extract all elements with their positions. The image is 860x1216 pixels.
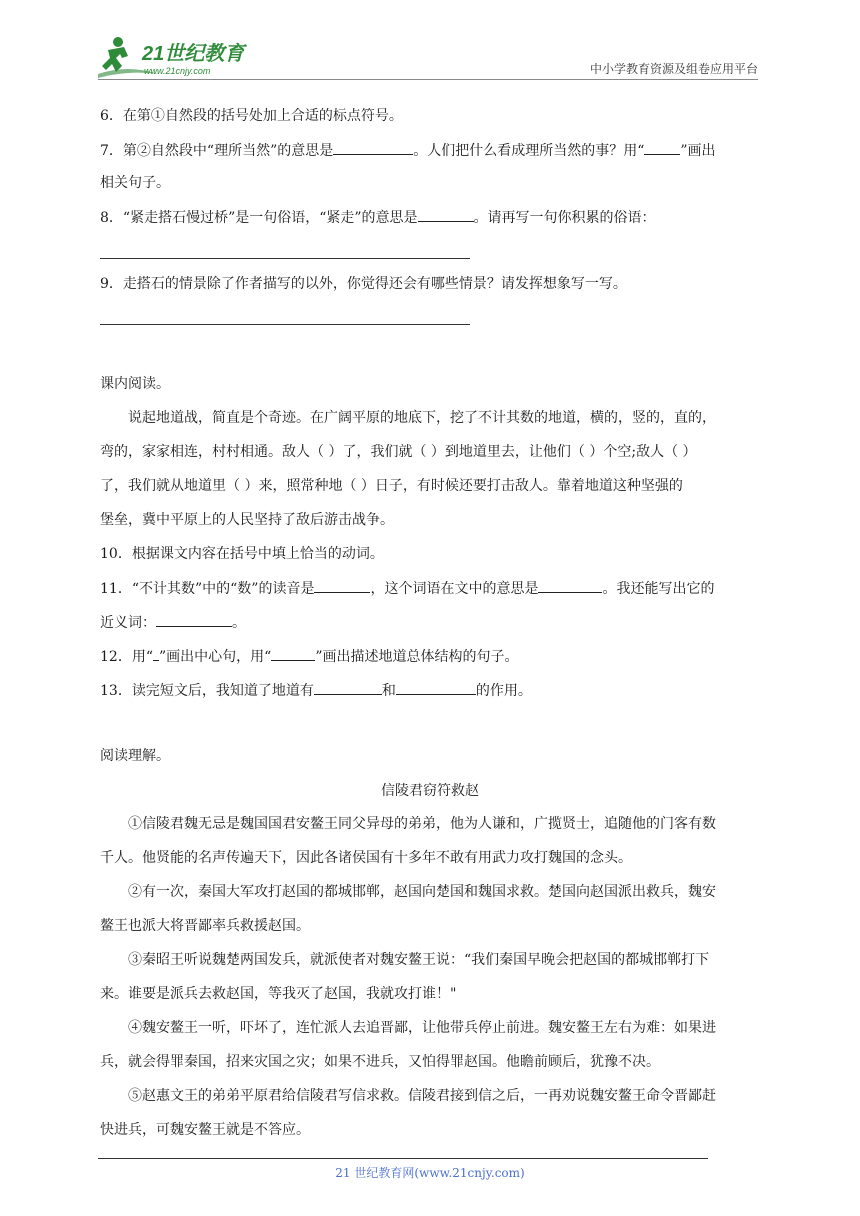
passage-line: ④魏安鳌王一听，吓坏了，连忙派人去追晋鄙，让他带兵停止前进。魏安鳌王左右为难：如果进: [128, 1020, 716, 1036]
passage-line: 千人。他贤能的名声传遍天下，因此各诸侯国有十多年不敢有用武力攻打魏国的念头。: [100, 850, 632, 866]
passage-line: 堡垒，冀中平原上的人民坚持了敌后游击战争。: [100, 512, 394, 528]
logo-21cnjy: [98, 34, 258, 78]
passage-line: ②有一次，秦国大军攻打赵国的都城邯郸，赵国向楚国和魏国求救。楚国向赵国派出救兵，魏安: [128, 884, 716, 900]
answer-blank: [644, 140, 680, 155]
answer-blank: [418, 207, 474, 222]
passage-line: 快进兵，可魏安鳌王就是不答应。: [100, 1122, 310, 1138]
question-7: 7．第②自然段中“理所当然”的意思是 。人们把什么看成理所当然的事？用“ ”画出: [100, 140, 716, 161]
passage-line: 兵，就会得罪秦国，招来灾国之灾；如果不进兵，又怕得罪赵国。他瞻前顾后，犹豫不决。: [100, 1054, 660, 1070]
answer-line: [100, 258, 470, 259]
passage-line: 鳌王也派大将晋鄙率兵救援赵国。: [100, 918, 310, 934]
footer-text[interactable]: 21 世纪教育网(www.21cnjy.com): [335, 1166, 525, 1180]
question-13: 13．读完短文后，我知道了地道有 和 的作用。: [100, 680, 532, 701]
answer-blank: [156, 612, 232, 627]
passage-line: 来。谁要是派兵去救赵国，等我灭了赵国，我就攻打谁！": [100, 986, 457, 1002]
passage-line: ③秦昭王听说魏楚两国发兵，就派使者对魏安鳌王说：“我们秦国早晚会把赵国的都城邯郸打下: [128, 952, 710, 968]
passage-line: 弯的，家家相连，村村相通。敌人（ ）了，我们就（ ）到地道里去，让他们（ ）个空;敌人（ ）: [100, 444, 697, 460]
answer-blank: [396, 680, 476, 695]
section-heading-reading: 课内阅读。: [100, 376, 170, 392]
answer-blank: [314, 680, 382, 695]
passage-title: 信陵君窃符救赵: [381, 783, 479, 799]
question-6: 6．在第①自然段的括号处加上合适的标点符号。: [100, 108, 403, 124]
header-divider: [98, 79, 758, 80]
question-10: 10．根据课文内容在括号中填上恰当的动词。: [100, 546, 384, 562]
passage-line: 说起地道战，简直是个奇迹。在广阔平原的地底下，挖了不计其数的地道，横的，竖的，直的，: [128, 410, 716, 426]
passage-line: ⑤赵惠文王的弟弟平原君给信陵君写信求救。信陵君接到信之后，一再劝说魏安鳌王命令晋鄙赶: [128, 1088, 716, 1104]
question-8: 8．“紧走搭石慢过桥”是一句俗语，“紧走”的意思是 。请再写一句你积累的俗语：: [100, 207, 656, 228]
section-heading-comprehension: 阅读理解。: [100, 748, 170, 764]
answer-blank: [333, 140, 413, 155]
underline-mark: [271, 646, 315, 661]
header-platform-text: 中小学教育资源及组卷应用平台: [589, 62, 758, 76]
question-7-cont: 相关句子。: [100, 175, 170, 191]
page-header: [98, 34, 758, 80]
question-11-cont: 近义词： 。: [100, 612, 246, 633]
answer-blank: [314, 578, 370, 593]
answer-line: [100, 324, 470, 325]
passage-line: ①信陵君魏无忌是魏国国君安鳌王同父异母的弟弟，他为人谦和，广揽贤士，追随他的门客有数: [128, 816, 716, 832]
question-12: 12．用“ ”画出中心句，用“ ”画出描述地道总体结构的句子。: [100, 646, 518, 667]
logo-url: www.21cnjy.com: [144, 66, 211, 76]
logo-text: 21世纪教育: [142, 43, 245, 65]
passage-line: 了，我们就从地道里（ ）来，照常种地（ ）日子，有时候还要打击敌人。靠着地道这种坚强的: [100, 478, 683, 494]
answer-blank: [538, 578, 602, 593]
footer-divider: [98, 1158, 708, 1159]
question-11: 11．“不计其数”中的“数”的读音是 ，这个词语在文中的意思是 。我还能写出它的: [100, 578, 714, 599]
question-9: 9．走搭石的情景除了作者描写的以外，你觉得还会有哪些情景？请发挥想象写一写。: [100, 276, 627, 292]
